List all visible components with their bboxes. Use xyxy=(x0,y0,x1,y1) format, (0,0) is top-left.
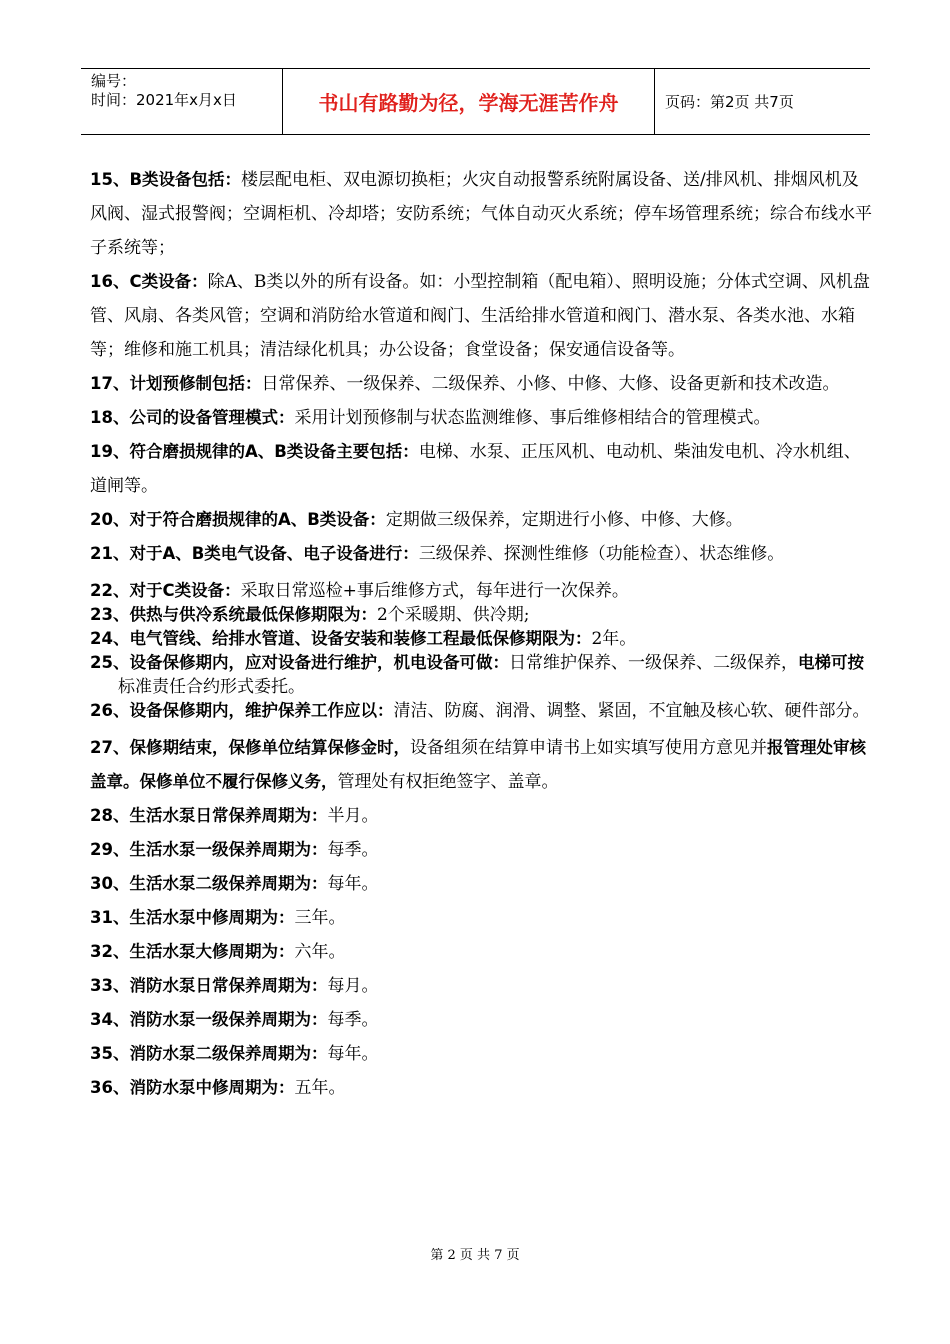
list-item-17: 17、计划预修制包括：日常保养、一级保养、二级保养、小修、中修、大修、设备更新和技术改造。 xyxy=(90,374,840,394)
header-page-number: 页码：第2页 共7页 xyxy=(665,93,794,111)
list-item-27: 27、保修期结束，保修单位结算保修金时，设备组须在结算申请书上如实填写使用方意见并报管理处审核盖章。保修单位不履行保修义务，管理处有权拒绝签字、盖章。 xyxy=(90,738,866,792)
list-item-32: 32、生活水泵大修周期为：六年。 xyxy=(90,942,346,962)
list-item-36: 36、消防水泵中修周期为：五年。 xyxy=(90,1078,346,1098)
list-item-34: 34、消防水泵一级保养周期为：每季。 xyxy=(90,1010,379,1030)
list-item-35: 35、消防水泵二级保养周期为：每年。 xyxy=(90,1044,379,1064)
list-item-33: 33、消防水泵日常保养周期为：每月。 xyxy=(90,976,379,996)
list-item-18: 18、公司的设备管理模式：采用计划预修制与状态监测维修、事后维修相结合的管理模式。 xyxy=(90,408,771,428)
list-item-31: 31、生活水泵中修周期为：三年。 xyxy=(90,908,346,928)
list-item-20: 20、对于符合磨损规律的A、B类设备：定期做三级保养，定期进行小修、中修、大修。 xyxy=(90,510,743,530)
header-meta xyxy=(81,69,282,134)
document-body xyxy=(90,163,874,1105)
list-item-23: 23、供热与供冷系统最低保修期限为：2个采暖期、供冷期; xyxy=(90,605,530,625)
list-item-19: 19、符合磨损规律的A、B类设备主要包括：电梯、水泵、正压风机、电动机、柴油发电机、冷水机组、道闸等。 xyxy=(90,442,861,496)
list-item-29: 29、生活水泵一级保养周期为：每季。 xyxy=(90,840,379,860)
list-item-28: 28、生活水泵日常保养周期为：半月。 xyxy=(90,806,379,826)
list-item-30: 30、生活水泵二级保养周期为：每年。 xyxy=(90,874,379,894)
page-footer: 第 2 页 共 7 页 xyxy=(430,1248,520,1263)
document-date-label: 时间：2021年x月x日 xyxy=(91,91,237,109)
list-item-26: 26、设备保修期内，维护保养工作应以：清洁、防腐、润滑、调整、紧固，不宜触及核心软、硬件部分。 xyxy=(90,701,870,721)
list-item-24: 24、电气管线、给排水管道、设备安装和装修工程最低保修期限为：2年。 xyxy=(90,629,637,649)
page-header xyxy=(81,68,870,135)
list-item-15: 15、B类设备包括：楼层配电柜、双电源切换柜；火灾自动报警系统附属设备、送/排风机、排烟风机及风阀、湿式报警阀；空调柜机、冷却塔；安防系统；气体自动灭火系统；停车场管理系统；综合布线水平子系统等； xyxy=(90,170,872,258)
list-item-16: 16、C类设备：除A、B类以外的所有设备。如：小型控制箱（配电箱）、照明设施；分体式空调、风机盘管、风扇、各类风管；空调和消防给水管道和阀门、生活给排水管道和阀门、潜水泵、各类水池、水箱等；维修和施工机具；清洁绿化机具；办公设备；食堂设备；保安通信设备等。 xyxy=(90,272,870,360)
header-motto: 书山有路勤为径，学海无涯苦作舟 xyxy=(282,69,655,134)
list-item-21: 21、对于A、B类电气设备、电子设备进行：三级保养、探测性维修（功能检查）、状态维修。 xyxy=(90,544,785,564)
document-number-label: 编号： xyxy=(91,72,137,90)
list-item-25: 25、设备保修期内，应对设备进行维护，机电设备可做：日常维护保养、一级保养、二级保养，电梯可按标准责任合约形式委托。 xyxy=(90,653,864,697)
list-item-22: 22、对于C类设备：采取日常巡检+事后维修方式，每年进行一次保养。 xyxy=(90,581,629,601)
